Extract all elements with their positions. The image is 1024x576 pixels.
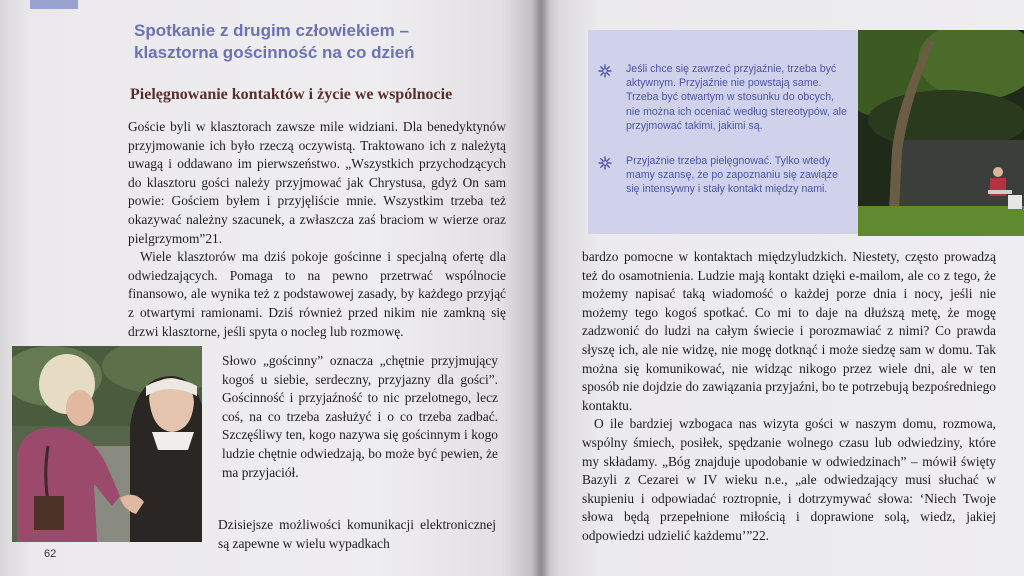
paragraph-hospitable-word: Słowo „gościnny” oznacza „chętnie przyjmujący kogoś u siebie, serdeczny, przyjazny dla gości”. Gościnność i przyjaźność to nic przelotnego, lecz coś, na co trzeba zasłużyć i o co trzeba zadbać. Szczęśliwy ten, kogo nazywa się gościnnym i kogo ludzie chętnie odwiedzają, bo może być pewien, że ma przyjaciół. bbox=[222, 353, 498, 480]
paragraph-loneliness: bardzo pomocne w kontaktach międzyludzkich. Niestety, często prowadzą też do osamotnienia. Ludzie mają kontakt dzięki e-mailom, ale co z tego, że możemy napisać taką wiadomość o każdej porze dnia i nocy, jeśli nie możemy tego kogoś spotkać. Co mi to daje na dłuższą metę, że mogę zadzwonić do ludzi na całym świecie i porozmawiać z nimi? Co prawda słyszę ich, ale nie widzę, nie mogę dotknąć i może siedzę sam w domu. Tak można się komunikować, nie widząc nikogo przez wiele dni, ale w ten sposób nie dojdzie do zawiązania przyjaźni, bo te potrzebują bezpośredniego kontaktu. bbox=[582, 249, 996, 413]
paragraph-visits: O ile bardziej wzbogaca nas wizyta gości w naszym domu, rozmowa, wspólny śmiech, posiłek, spędzanie wolnego czasu lub odwiedziny, które my składamy. „Bóg znajduje upodobanie w odwiedzinach” – mówił święty Bazyli z Cezarei w IV wieku n.e., „ale odwiedzający musi słuchać w skupieniu i odpowiadać roztropnie, i dotrzymywać słowa: ‘Niech Twoje słowa będą przepełnione miłością i doprawione solą, wiedz, jakiej odpowiedzi udzielić każdemu’”22. bbox=[582, 416, 996, 543]
paragraph-guests: Goście byli w klasztorach zawsze mile widziani. Dla benedyktynów przyjmowanie ich było rzeczą oczywistą. Traktowano ich z należytą uwagą i oddawano im pierwszeństwo. „Wszystkich przychodzących do klasztoru gości należy przyjmować jak Chrystusa, gdyż On sam powie: Gościem byłem i przyjęliście mnie. Wszystkim trzeba też okazywać należny szacunek, a zwłaszcza zaś braciom w wierze oraz pielgrzymom”21. bbox=[128, 119, 506, 246]
chapter-tab-marker bbox=[30, 0, 78, 9]
paragraph-guest-rooms: Wiele klasztorów ma dziś pokoje gościnne i specjalną ofertę dla odwiedzających. Pomaga to na pewno przetrwać wspólnocie finansowo, ale wynika też z podstawowej zasady, by każdego przyjąć z otwartymi ramionami. Dziś również przed nikim nie zamkną się drzwi klasztorne, jeśli spyta o nocleg lub rozmowę. bbox=[128, 249, 506, 339]
asterisk-bullet-icon bbox=[598, 64, 612, 78]
chapter-title bbox=[134, 20, 454, 64]
photo-garden-sitting-person bbox=[858, 30, 1024, 236]
asterisk-bullet-icon bbox=[598, 156, 612, 170]
tip-item bbox=[598, 62, 848, 133]
tip-text: Przyjaźnie trzeba pielęgnować. Tylko wtedy mamy szansę, że po zapoznaniu się zawiąże się intensywny i stały kontakt między nami. bbox=[626, 155, 838, 196]
tip-text: Jeśli chce się zawrzeć przyjaźnie, trzeba być aktywnym. Przyjaźnie nie powstają same. Trzeba być otwartym w stosunku do obcych, nie można ich oceniać według stereotypów, ale przyjmować takimi, jakimi są. bbox=[626, 63, 847, 132]
right-main-text bbox=[582, 248, 996, 546]
left-bottom-text bbox=[218, 516, 496, 553]
tip-item bbox=[598, 154, 848, 197]
tips-box bbox=[588, 30, 858, 234]
paragraph-electronic-communication: Dzisiejsze możliwości komunikacji elektronicznej są zapewne w wielu wypadkach bbox=[218, 517, 496, 551]
left-side-text bbox=[222, 352, 498, 482]
left-main-text bbox=[128, 118, 506, 341]
photo-illustration bbox=[858, 30, 1024, 236]
book-gutter bbox=[532, 0, 550, 576]
photo-illustration bbox=[12, 346, 202, 542]
chapter-title-line-1: Spotkanie z drugim człowiekiem – bbox=[134, 21, 409, 40]
page-number: 62 bbox=[44, 548, 57, 560]
section-title: Pielęgnowanie kontaktów i życie we wspólnocie bbox=[130, 86, 453, 103]
photo-nun-greeting-visitor bbox=[12, 346, 202, 542]
chapter-title-line-2: klasztorna gościnność na co dzień bbox=[134, 43, 415, 62]
